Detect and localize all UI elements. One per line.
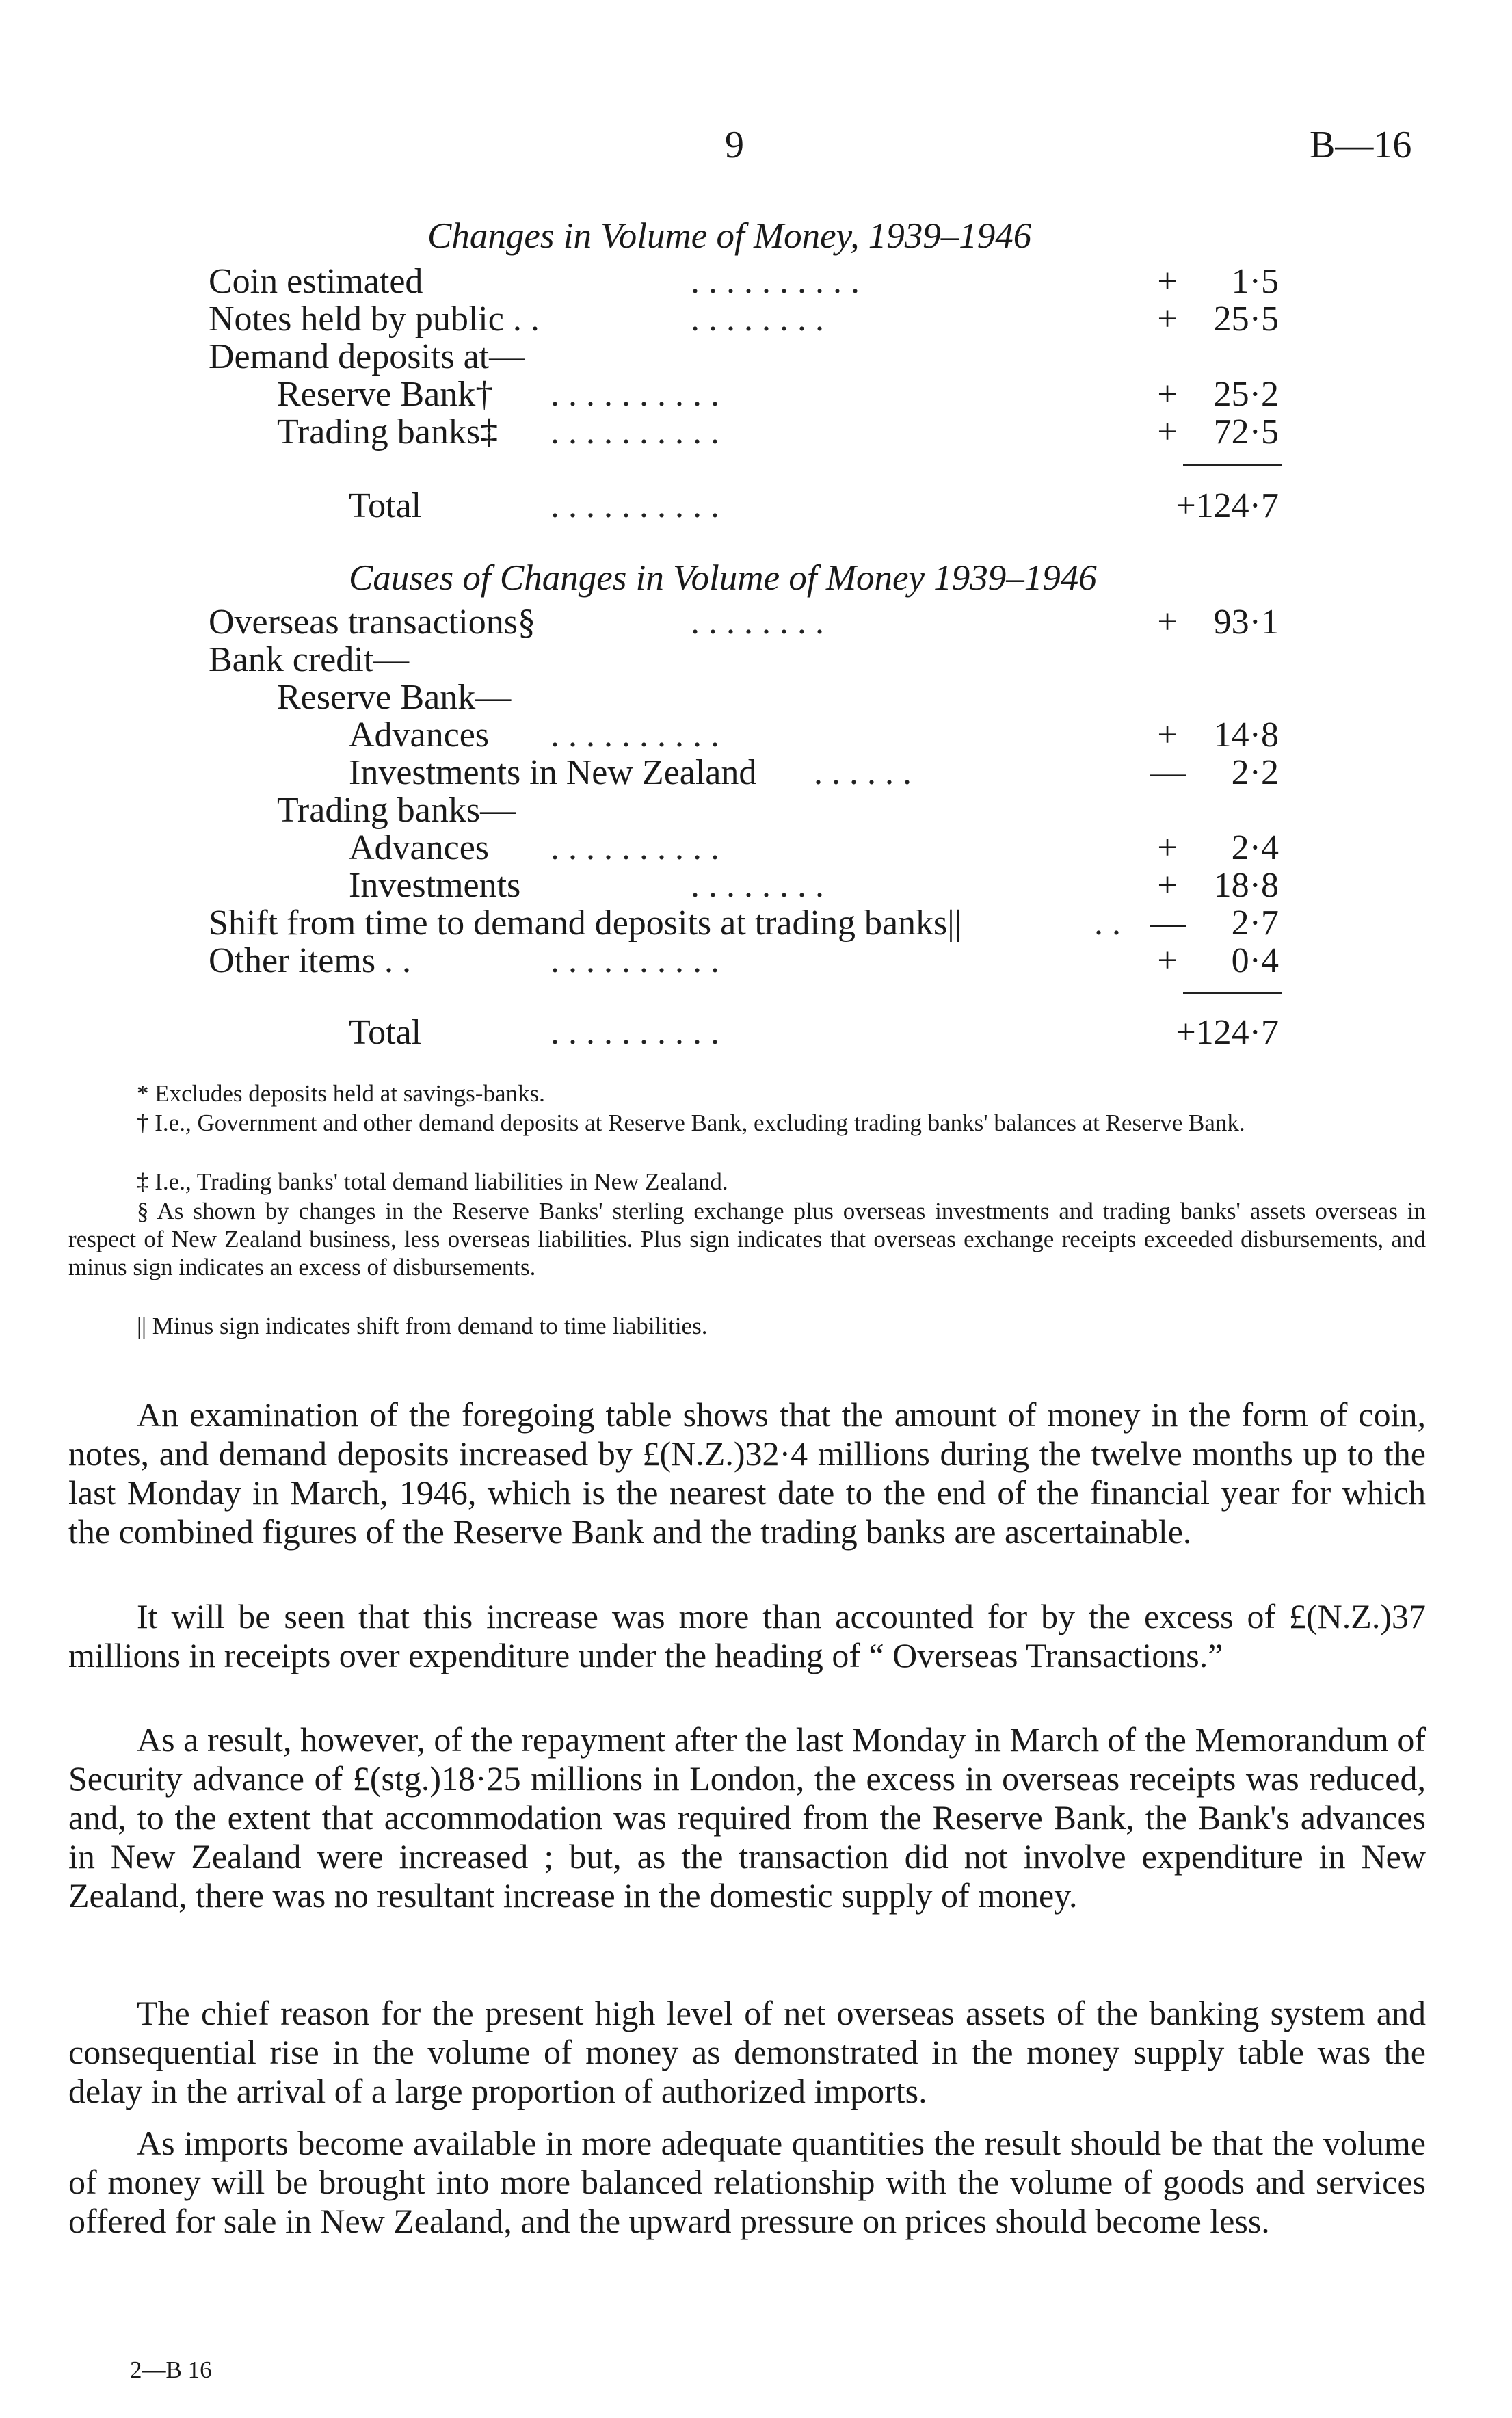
row-label: Demand deposits at— <box>209 337 525 376</box>
table-row <box>0 903 1512 944</box>
row-sign: + <box>1157 941 1178 980</box>
row-value: 2·4 <box>1231 828 1279 867</box>
table2-title: Causes of Changes in Volume of Money 1939–1946 <box>349 558 1097 598</box>
row-value: 1·5 <box>1231 262 1279 301</box>
row-sign: + <box>1157 715 1178 754</box>
document-reference: B—16 <box>1310 124 1412 166</box>
row-value: 25·5 <box>1213 300 1279 339</box>
row-label: Overseas transactions§ <box>209 603 535 642</box>
table-row <box>0 828 1512 869</box>
table-row <box>0 715 1512 756</box>
table-row <box>0 640 1512 681</box>
leader-dots: . . . . . . . . . . <box>551 486 719 525</box>
row-sign: + <box>1157 375 1178 414</box>
leader-dots: . . . . . . <box>814 753 912 792</box>
body-paragraph: The chief reason for the present high level of net overseas assets of the banking system and consequential rise in the volume of money as demonstrated in the money supply table was the delay in the arrival of a large proportion of authorized imports. <box>68 1994 1426 2110</box>
leader-dots: . . <box>1094 904 1121 943</box>
row-value: 25·2 <box>1213 375 1279 414</box>
table-row <box>0 865 1512 906</box>
row-label: Advances <box>349 715 490 754</box>
row-label: Trading banks‡ <box>277 412 499 451</box>
table-row <box>0 412 1512 453</box>
total-row <box>0 1012 1512 1053</box>
row-sign: — <box>1150 753 1186 792</box>
footer-reference: 2—B 16 <box>130 2356 212 2383</box>
row-sign: + <box>1157 603 1178 642</box>
row-label: Other items . . <box>209 941 412 980</box>
row-label: Reserve Bank— <box>277 678 512 717</box>
total-row <box>0 486 1512 527</box>
leader-dots: . . . . . . . . <box>691 300 824 339</box>
row-value: 0·4 <box>1231 941 1279 980</box>
row-sign: — <box>1150 904 1186 943</box>
leader-dots: . . . . . . . . . . <box>551 412 719 451</box>
row-value: 18·8 <box>1213 866 1279 905</box>
subtotal-rule <box>1183 464 1282 466</box>
row-label: Advances <box>349 828 490 867</box>
leader-dots: . . . . . . . . <box>691 603 824 642</box>
row-sign: + <box>1157 300 1178 339</box>
leader-dots: . . . . . . . . . . <box>551 941 719 980</box>
table-row <box>0 677 1512 718</box>
row-label: Investments in New Zealand <box>349 753 757 792</box>
footnote <box>68 1312 1426 1340</box>
table-row <box>0 299 1512 340</box>
footnote-text: ‡ I.e., Trading banks' total demand liabilities in New Zealand. <box>137 1168 728 1195</box>
total-value: +124·7 <box>1176 1013 1279 1052</box>
row-value: 72·5 <box>1213 412 1279 451</box>
body-paragraph: As imports become available in more adequate quantities the result should be that the volume of money will be brought into more balanced relationship with the volume of goods and services offered for sale in New Zealand, and the upward pressure on prices should become less. <box>68 2124 1426 2240</box>
table-row <box>0 261 1512 302</box>
footnote <box>68 1197 1426 1281</box>
footnote-text: § As shown by changes in the Reserve Banks' sterling exchange plus overseas investments and trading banks' assets overseas in respect of New Zealand business, less overseas liabilities. Plus sign indicates that overseas exchange receipts exceeded disbursements, and minus sign indicates an excess of disbursements. <box>68 1198 1426 1280</box>
row-label: Trading banks— <box>277 791 516 830</box>
footnote <box>68 1168 1426 1196</box>
total-value: +124·7 <box>1176 486 1279 525</box>
table-row <box>0 602 1512 643</box>
row-sign: + <box>1157 412 1178 451</box>
table-row <box>0 941 1512 982</box>
footnote <box>68 1079 1426 1107</box>
row-value: 2·2 <box>1231 753 1279 792</box>
subtotal-rule <box>1183 992 1282 994</box>
body-paragraph: As a result, however, of the repayment after the last Monday in March of the Memorandum of Security advance of £(stg.)18·25 millions in London, the excess in overseas receipts was reduced, and, to the extent that accommodation was required from the Reserve Bank, the Bank's advances in New Zealand were increased ; but, as the transaction did not involve expenditure in New Zealand, there was no resultant increase in the domestic supply of money. <box>68 1720 1426 1915</box>
row-label: Reserve Bank† <box>277 375 494 414</box>
row-sign: + <box>1157 828 1178 867</box>
footnote <box>68 1109 1426 1137</box>
row-label: Coin estimated <box>209 262 423 301</box>
row-sign: + <box>1157 262 1178 301</box>
row-label: Notes held by public . . <box>209 300 540 339</box>
leader-dots: . . . . . . . . . . <box>551 1013 719 1052</box>
leader-dots: . . . . . . . . <box>691 866 824 905</box>
total-label: Total <box>349 486 422 525</box>
table1-title: Changes in Volume of Money, 1939–1946 <box>427 216 1032 256</box>
body-paragraph: An examination of the foregoing table shows that the amount of money in the form of coin, notes, and demand deposits increased by £(N.Z.)32·4 millions during the twelve months up to the last Monday in March, 1946, which is the nearest date to the end of the financial year for which the combined figures of the Reserve Bank and the trading banks are ascertainable. <box>68 1395 1426 1551</box>
row-sign: + <box>1157 866 1178 905</box>
body-paragraph: It will be seen that this increase was more than accounted for by the excess of £(N.Z.)37 millions in receipts over expenditure under the heading of “ Overseas Transactions.” <box>68 1597 1426 1674</box>
table-row <box>0 337 1512 378</box>
row-value: 93·1 <box>1213 603 1279 642</box>
page-number: 9 <box>725 124 744 166</box>
leader-dots: . . . . . . . . . . <box>551 828 719 867</box>
row-value: 14·8 <box>1213 715 1279 754</box>
footnote-text: || Minus sign indicates shift from demand to time liabilities. <box>137 1313 708 1339</box>
table-row <box>0 374 1512 415</box>
row-label: Bank credit— <box>209 640 410 679</box>
row-value: 2·7 <box>1231 904 1279 943</box>
leader-dots: . . . . . . . . . . <box>551 375 719 414</box>
table-row <box>0 790 1512 831</box>
total-label: Total <box>349 1013 422 1052</box>
leader-dots: . . . . . . . . . . <box>551 715 719 754</box>
footnote-text: * Excludes deposits held at savings-banks. <box>137 1080 545 1107</box>
row-label: Investments <box>349 866 521 905</box>
table-row <box>0 752 1512 793</box>
row-label: Shift from time to demand deposits at trading banks|| <box>209 904 962 943</box>
footnote-text: † I.e., Government and other demand deposits at Reserve Bank, excluding trading banks' balances at Reserve Bank. <box>137 1109 1245 1136</box>
leader-dots: . . . . . . . . . . <box>691 262 860 301</box>
